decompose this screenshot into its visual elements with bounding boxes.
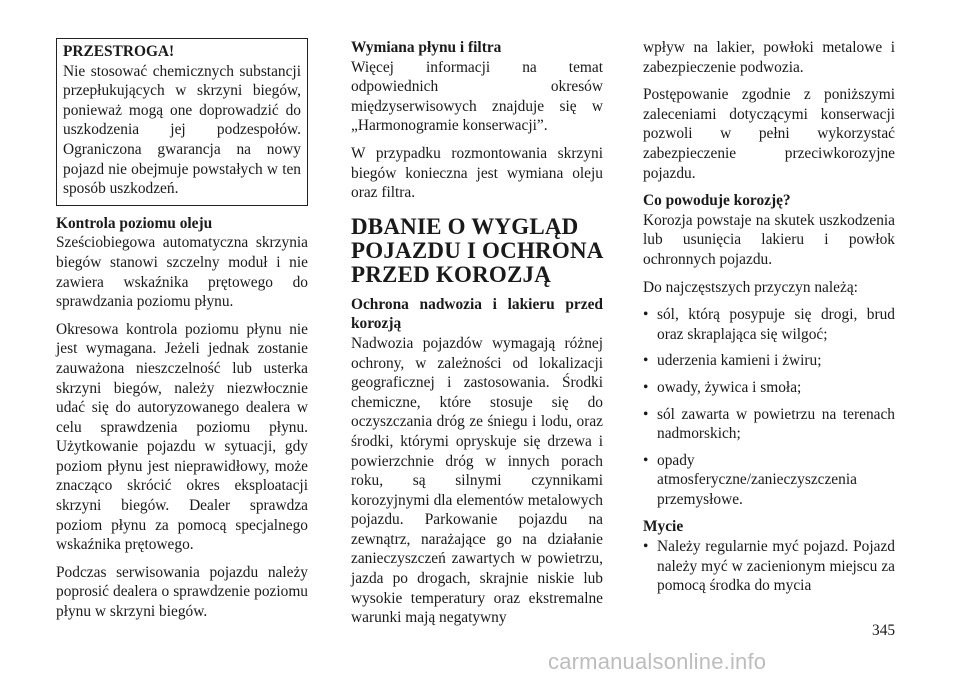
list-item: • opady atmosferyczne/zanieczyszczenia przemysłowe. — [643, 451, 857, 508]
bullet-icon: • — [643, 352, 649, 370]
column-right — [643, 38, 895, 604]
continued-paragraph: wpływ na lakier, powłoki metalowe i zabezpieczenie podwozia. — [643, 39, 895, 76]
washing-heading: Mycie — [643, 518, 684, 536]
list-item: • sól, którą posypuje się drogi, brud oraz skraplająca się wilgoć; — [643, 306, 895, 343]
oil-level-paragraph-3: Podczas serwisowania pojazdu należy poprosić dealera o sprawdzenie poziomu płynu w skrzyni biegów. — [56, 563, 308, 621]
washing-list — [643, 537, 895, 596]
list-item: • uderzenia kamieni i żwiru; — [643, 352, 822, 370]
fluid-filter-paragraph-2: W przypadku rozmontowania skrzyni biegów konieczna jest wymiana oleju oraz filtra. — [351, 144, 603, 202]
bullet-icon: • — [643, 451, 649, 469]
oil-level-paragraph-2: Okresowa kontrola poziomu płynu nie jest wymagana. Jeżeli jednak zostanie zauważona nieszczelność lub usterka skrzyni biegów, należy niezwłocznie udać się do autoryzowanego dealera w celu sprawdzenia poziomu płynu. Użytkowanie pojazdu w sytuacji, gdy poziom płynu jest nieprawidłowy, może znacząco skrócić okres eksploatacji skrzyni biegów. Dealer sprawdza poziom płynu za pomocą specjalnego wskaźnika prętowego. — [56, 320, 308, 554]
list-item: • owady, żywica i smoła; — [643, 378, 802, 396]
bullet-icon: • — [643, 405, 649, 423]
common-causes-intro: Do najczęstszych przyczyn należą: — [643, 278, 858, 296]
procedure-paragraph: Postępowanie zgodnie z poniższymi zaleceniami dotyczącymi konserwacji pozwoli w pełni wykorzystać zabezpieczenie przeciwkorozyjne pojazdu. — [643, 86, 895, 182]
bullet-icon: • — [643, 378, 649, 396]
corrosion-cause-paragraph: Korozja powstaje na skutek uszkodzenia lub usunięcia lakieru i powłok ochronnych pojazdu. — [643, 211, 895, 268]
bullet-icon: • — [643, 306, 649, 324]
watermark: carmanualsonline.info — [548, 649, 767, 674]
section-title: DBANIE O WYGLĄD POJAZDU I OCHRONA PRZED KOROZJĄ — [351, 213, 603, 287]
column-left — [56, 38, 308, 630]
fluid-filter-heading: Wymiana płynu i filtra — [351, 39, 502, 56]
warning-box — [56, 38, 308, 206]
corrosion-cause-heading: Co powoduje korozję? — [643, 192, 791, 210]
causes-list — [643, 305, 895, 509]
body-protection-heading: Ochrona nadwozia i lakieru przed korozją — [351, 295, 603, 333]
page-number: 345 — [872, 622, 896, 639]
column-middle — [351, 38, 603, 636]
body-protection-paragraph: Nadwozia pojazdów wymagają różnej ochrony, w zależności od lokalizacji geograficznej i zastosowania. Środki chemiczne, które stosuje się do oczyszczania dróg ze śniegu i lodu, oraz środki, którymi opryskuje się drzewa i powierzchnie dróg w innych porach roku, są silnymi czynnikami korozyjnymi dla elementów metalowych pojazdu. Parkowanie pojazdu na zewnątrz, narażające go na działanie zanieczyszczeń zawartych w powietrzu, jazda po drogach, skrajnie niskie lub wysokie temperatury oraz ekstremalne warunki mają negatywny — [351, 334, 603, 627]
fluid-filter-paragraph-1: Więcej informacji na temat odpowiednich okresów międzyserwisowych znajduje się w „Harmonogramie konserwacji”. — [351, 58, 603, 135]
list-item: • sól zawarta w powietrzu na terenach nadmorskich; — [643, 405, 895, 443]
oil-level-heading: Kontrola poziomu oleju — [56, 214, 213, 232]
oil-level-paragraph-1: Sześciobiegowa automatyczna skrzynia biegów stanowi szczelny moduł i nie zawiera wskaźnika prętowego do sprawdzania poziomu płynu. — [56, 234, 308, 311]
warning-title: PRZESTROGA! — [63, 43, 175, 60]
list-item: • Należy regularnie myć pojazd. Pojazd należy myć w zacienionym miejscu za pomocą środka do mycia — [643, 538, 895, 595]
warning-text: Nie stosować chemicznych substancji przepłukujących w skrzyni biegów, ponieważ mogą one doprowadzić do uszkodzenia jej podzespołów. Ograniczona gwarancja na nowy pojazd nie obejmuje powstałych w ten sposób uszkodzeń. — [63, 62, 301, 198]
bullet-icon: • — [643, 538, 649, 556]
